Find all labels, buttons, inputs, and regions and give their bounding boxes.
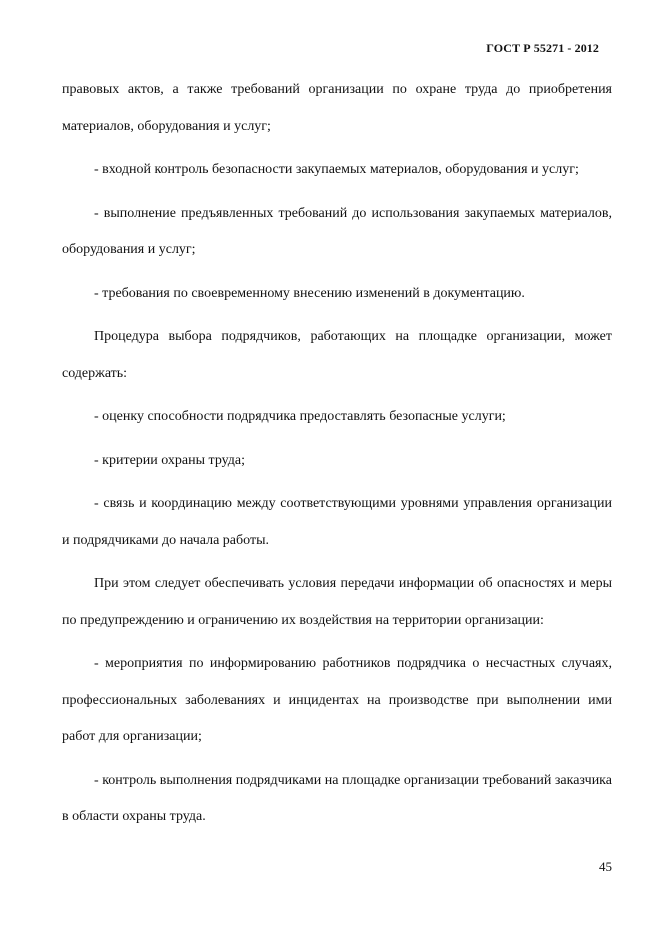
paragraph-hazard-information: При этом следует обеспечивать условия передачи информации об опасностях и меры по предупреждению и ограничению их воздействия на территории организации: — [62, 576, 612, 628]
list-item-communication: - связь и координацию между соответствующими уровнями управления организации и подрядчиками до начала работы. — [62, 496, 612, 548]
paragraph-continuation: правовых актов, а также требований организации по охране труда до приобретения материалов, оборудования и услуг; — [62, 82, 612, 134]
list-item-requirements-fulfillment: - выполнение предъявленных требований до использования закупаемых материалов, оборудования и услуг; — [62, 205, 612, 257]
document-header — [486, 41, 599, 56]
list-item-informing-workers: - мероприятия по информированию работников подрядчика о несчастных случаях, профессиональных заболеваниях и инцидентах на производстве при выполнении ими работ для организации; — [62, 656, 612, 744]
standard-number: ГОСТ Р 55271 - 2012 — [486, 41, 599, 55]
list-item-documentation-changes: - требования по своевременному внесению изменений в документацию. — [94, 285, 525, 301]
list-item-contractor-control: - контроль выполнения подрядчиками на площадке организации требований заказчика в области охраны труда. — [62, 772, 612, 824]
list-item-safety-criteria: - критерии охраны труда; — [94, 452, 245, 468]
document-body — [62, 72, 612, 843]
page-number: 45 — [599, 859, 612, 874]
paragraph-contractor-selection: Процедура выбора подрядчиков, работающих на площадке организации, может содержать: — [62, 329, 612, 381]
list-item-contractor-assessment: - оценку способности подрядчика предоставлять безопасные услуги; — [94, 409, 506, 424]
list-item-input-control: - входной контроль безопасности закупаемых материалов, оборудования и услуг; — [94, 162, 579, 177]
